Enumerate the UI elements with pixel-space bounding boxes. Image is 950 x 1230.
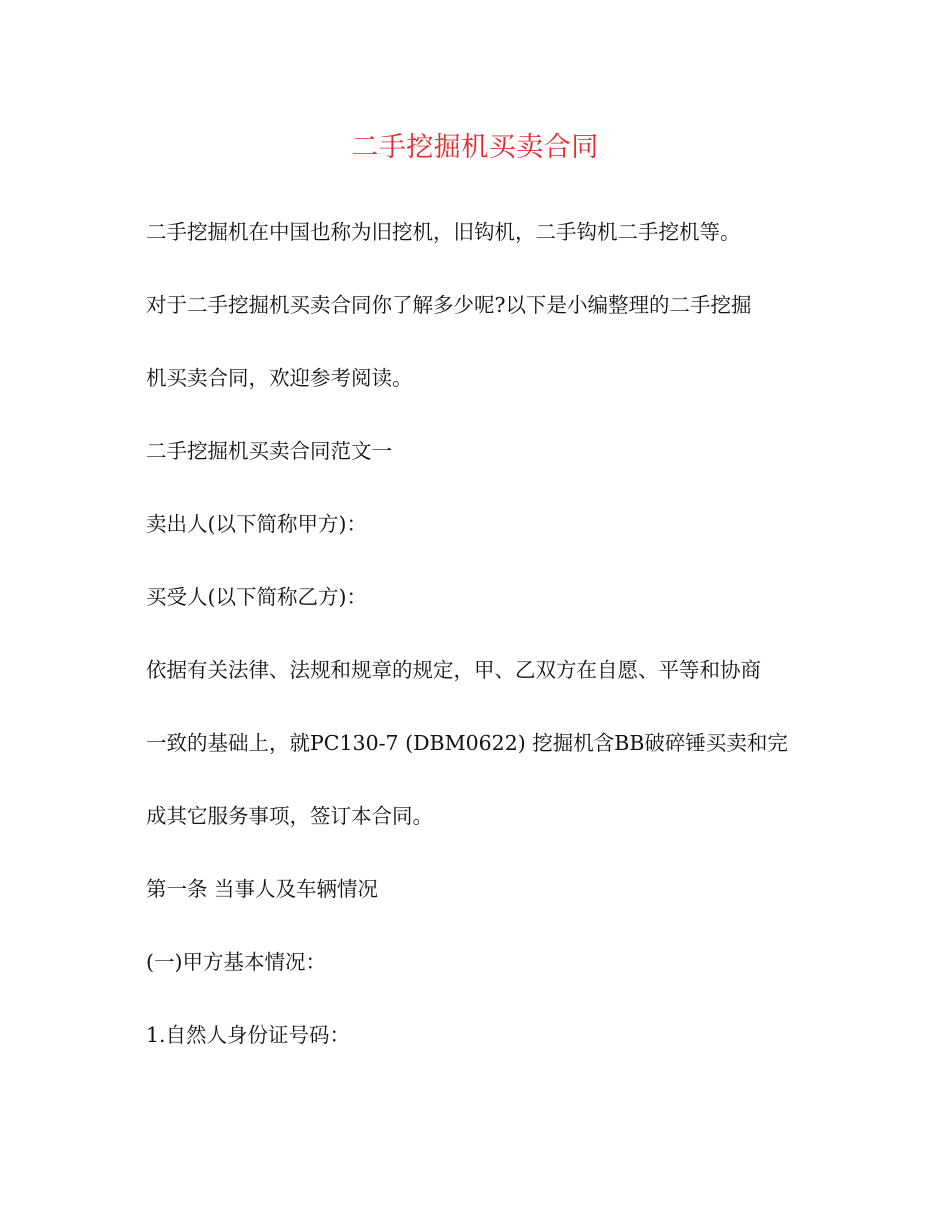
article-one-heading: 第一条 当事人及车辆情况 [146,877,379,901]
seller-line: 卖出人(以下简称甲方)： [146,512,367,536]
party-a-basic-info: (一)甲方基本情况： [146,950,326,974]
paragraph-line-intro-1: 二手挖掘机在中国也称为旧挖机，旧钩机，二手钩机二手挖机等。 [146,220,741,244]
id-number-line: 1.自然人身份证号码： [146,1023,351,1047]
document-body [146,215,816,1091]
paragraph-line-intro-3: 机买卖合同，欢迎参考阅读。 [146,366,413,390]
preamble-line-2: 一致的基础上，就PC130-7 (DBM0622) 挖掘机含BB破碎锤买卖和完 [146,731,788,755]
buyer-line: 买受人(以下简称乙方)： [146,585,367,609]
paragraph-line-intro-2: 对于二手挖掘机买卖合同你了解多少呢?以下是小编整理的二手挖掘 [146,293,752,317]
section-heading-sample-one: 二手挖掘机买卖合同范文一 [146,439,392,463]
preamble-line-1: 依据有关法律、法规和规章的规定，甲、乙双方在自愿、平等和协商 [146,658,761,682]
preamble-line-3: 成其它服务事项，签订本合同。 [146,804,433,828]
document-title: 二手挖掘机买卖合同 [351,132,599,163]
